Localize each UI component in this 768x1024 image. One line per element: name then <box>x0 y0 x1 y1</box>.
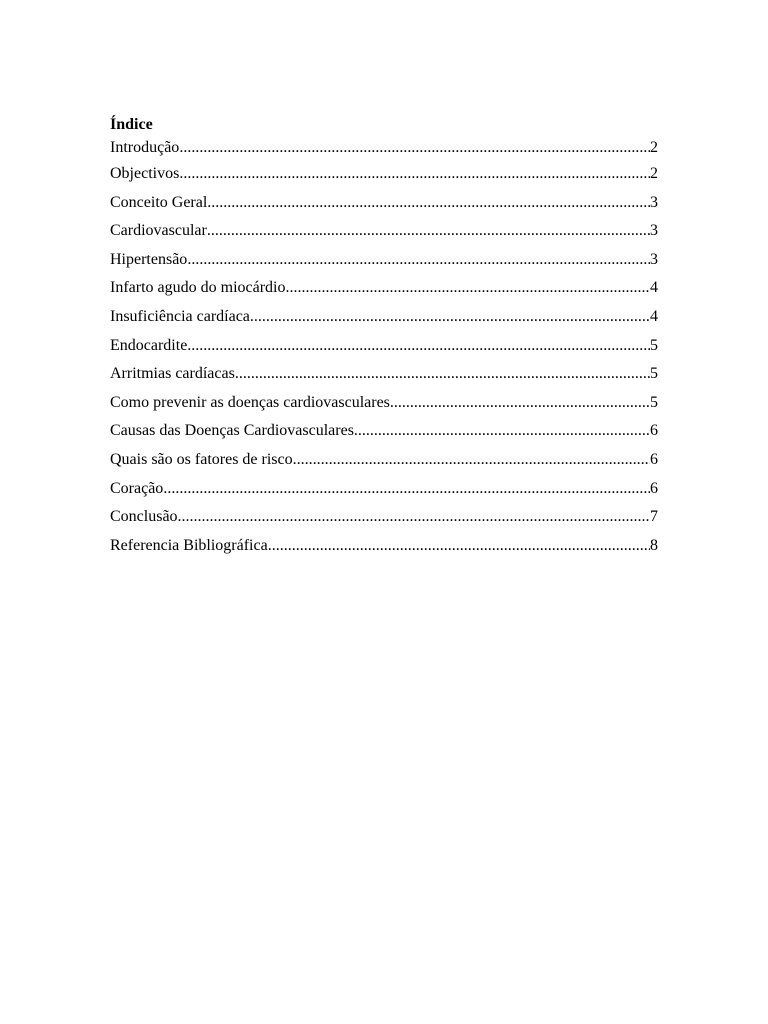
toc-entry-label: Referencia Bibliográfica <box>110 536 268 554</box>
toc-entry-page: 4 <box>650 279 658 297</box>
toc-entry[interactable] <box>110 218 658 247</box>
toc-entry[interactable] <box>110 447 658 476</box>
toc-entry-label: Infarto agudo do miocárdio <box>110 279 286 297</box>
toc-entry-page: 6 <box>650 422 658 440</box>
toc-entry-page: 2 <box>650 139 658 156</box>
toc-entry[interactable] <box>110 504 658 533</box>
toc-entry-label: Endocardite <box>110 336 188 354</box>
toc-entry-page: 5 <box>650 393 658 411</box>
toc-entry[interactable] <box>110 390 658 419</box>
toc-entry[interactable] <box>110 304 658 333</box>
toc-entry-label: Conceito Geral <box>110 193 208 211</box>
toc-entry-label: Causas das Doenças Cardiovasculares <box>110 422 354 440</box>
toc-dot-leader <box>390 390 650 416</box>
toc-entry-label: Conclusão <box>110 508 178 526</box>
toc-dot-leader <box>187 333 650 359</box>
toc-entry-page: 5 <box>650 336 658 354</box>
toc-dot-leader <box>354 418 650 444</box>
toc-entry-page: 7 <box>650 508 658 526</box>
toc-entry[interactable] <box>110 135 658 161</box>
toc-entry-page: 6 <box>650 450 658 468</box>
toc-entry[interactable] <box>110 247 658 276</box>
toc-entry[interactable] <box>110 533 658 562</box>
toc-entry-page: 6 <box>650 479 658 497</box>
toc-entry[interactable] <box>110 418 658 447</box>
toc-dot-leader <box>286 275 651 301</box>
toc-entry-label: Arritmias cardíacas <box>110 365 235 383</box>
toc-entry-page: 3 <box>650 193 658 211</box>
toc-entry[interactable] <box>110 190 658 219</box>
toc-entry-label: Introdução <box>110 139 180 156</box>
toc-entry-page: 2 <box>650 165 658 182</box>
toc-entry-label: Quais são os fatores de risco <box>110 450 293 468</box>
toc-dot-leader <box>187 247 650 273</box>
toc-dot-leader <box>179 161 650 187</box>
toc-entry[interactable] <box>110 333 658 362</box>
toc-entry-label: Como prevenir as doenças cardiovasculares <box>110 393 390 411</box>
toc-dot-leader <box>268 533 650 559</box>
toc-entry[interactable] <box>110 476 658 505</box>
toc-entry[interactable] <box>110 161 658 190</box>
toc-dot-leader <box>250 304 650 330</box>
toc-dot-leader <box>293 447 650 473</box>
toc-entry-label: Cardiovascular <box>110 222 207 240</box>
toc-entry-label: Hipertensão <box>110 250 188 268</box>
toc-entry-page: 8 <box>650 536 658 554</box>
toc-entry-label: Objectivos <box>110 165 180 182</box>
toc-entry-page: 4 <box>650 307 658 325</box>
toc-entry[interactable] <box>110 275 658 304</box>
toc-entry-label: Insuficiência cardíaca <box>110 307 250 325</box>
toc-entry-page: 5 <box>650 365 658 383</box>
toc-entry-label: Coração <box>110 479 164 497</box>
toc-dot-leader <box>207 218 650 244</box>
toc-dot-leader <box>178 504 650 530</box>
toc-title: Índice <box>110 116 153 133</box>
toc-dot-leader <box>207 190 650 216</box>
toc-dot-leader <box>179 135 650 161</box>
toc-dot-leader <box>235 361 650 387</box>
toc-dot-leader <box>163 476 650 502</box>
toc-entry[interactable] <box>110 361 658 390</box>
toc-list <box>110 135 658 561</box>
table-of-contents <box>110 115 658 561</box>
toc-entry-page: 3 <box>650 222 658 240</box>
toc-entry-page: 3 <box>650 250 658 268</box>
